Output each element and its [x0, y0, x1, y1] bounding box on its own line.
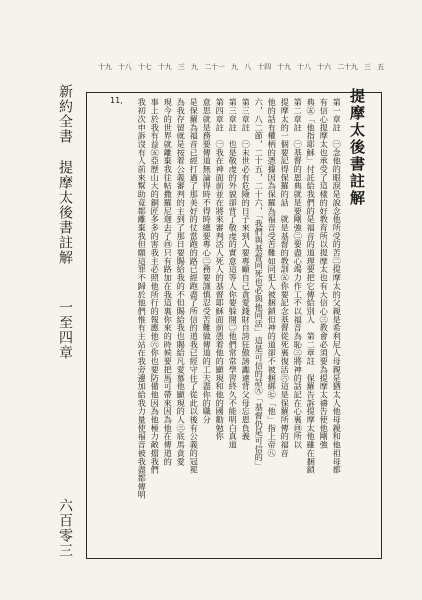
ref: 十八	[297, 63, 311, 71]
text-column: 第一章註 ㊀念他的眼淚是說念他所受的苦㊁提摩太的父親是希利尼人母親是猶太人他母親和他祖母都	[332, 98, 343, 474]
text-column: 提摩太的一個要記得保羅的話 就是基督的教訓㊄你要記念基督從死裏復活㊅這是保羅所傳的福音	[280, 98, 291, 458]
page-heading: 提摩太後書註解	[348, 88, 366, 207]
text-column: 我初次申訴沒有人前來幫助竟都離棄我但願這罪不歸於他們惟有主站在我旁邊加給我力量使福音被我盡都傳明	[137, 98, 148, 499]
ref: 九	[230, 63, 238, 71]
ref: 十九	[277, 63, 291, 71]
ref: 五	[377, 63, 384, 71]
text-column: 第四章註 ㊀我在神面前並在將來審判活人死人的基督耶穌面前憑着他的顯現和他的國勸勉你	[215, 98, 226, 441]
ref: 十六	[317, 63, 331, 71]
ref: 九	[191, 63, 198, 71]
ref: 八	[244, 63, 251, 71]
text-column: 他的話有權柄的憑據因為保羅為福音受苦難如同犯人被捆鎖但神的道卻不被捆綁㊆「他」指上帝㊇	[267, 98, 278, 458]
text-column: 第三章註 也是敬虔的外貌卻背了敬虔的實意這等人你要躲開㊁他們常常學習終久不能明白真道	[228, 98, 239, 449]
text-column: 是保羅為福音已經打過了那美好的仗當跑的路已經跑盡了所信的道我已經守住了從此以後有公義的冠冕	[189, 98, 200, 474]
ref: 十九	[157, 63, 172, 71]
ref: 十四	[257, 63, 271, 71]
commentary-running-title: 提摩太後書註解	[57, 160, 73, 265]
page-number: 六百零三	[57, 498, 73, 558]
ref: 十七	[137, 63, 152, 71]
text-column: 為我存留就是按着公義審判的主到了那日要賜給我的不但賜給我也賜給凡愛慕他顯現的人㊂底馬貪愛	[176, 98, 187, 466]
text-column: 六，八二節，二十五，二十六，「我們與基督同死也必與他同活」這是可信的話㊈「基督仍是可信的」	[254, 98, 265, 470]
ref: 二十九	[337, 63, 358, 71]
ref: 三	[363, 63, 371, 71]
verse-marker: 11,	[110, 96, 123, 105]
ref: 三	[177, 63, 185, 71]
text-column: 意思就是務要傳道無論得時不得時總要專心㊁務要謹慎忍受苦難做傳道的工夫盡你的職分	[202, 98, 213, 424]
ref: 十九	[98, 63, 112, 71]
text-column: 典㊄「他指耶穌」付託給我們的是福音的道理要把它傳給別人 第二章註 保羅告訴提摩太他雖在捆鎖	[306, 98, 317, 474]
text-column: 事上於我有益㊄亞歷山大的銅匠多多的害我主必照他所行的報應他㊅你也要防備他因為他極力敵擋我們	[150, 98, 161, 474]
book-title: 新約全書	[57, 84, 73, 144]
text-column: 第二章註 ㊀基督的恩典就是要剛強㊁要盡心竭力作工不以福音為恥㊂將神的話記在心裏㊃所以	[293, 98, 304, 449]
cross-reference-row	[98, 62, 384, 72]
chapter-range: 一至四章	[57, 300, 73, 360]
ref: 十八	[117, 63, 132, 71]
text-column: 有信心提摩太也承受了這樣的好教育所以提摩太也有大信心㊂教會必須要為提摩太禱告使他剛強	[319, 98, 330, 449]
text-column: 第三章註 ㊀末世必有危險的日子來到人要專顧自己貪愛錢財自誇狂傲謗讟違背父母忘恩負義	[241, 98, 252, 441]
ref: 二十一	[204, 63, 225, 71]
text-column: 現今的世界就離棄我往帖撒羅尼迦去了㊃只有路加在我這裏你來的時候要把馬可帶來因為他在傳道的	[163, 98, 174, 466]
